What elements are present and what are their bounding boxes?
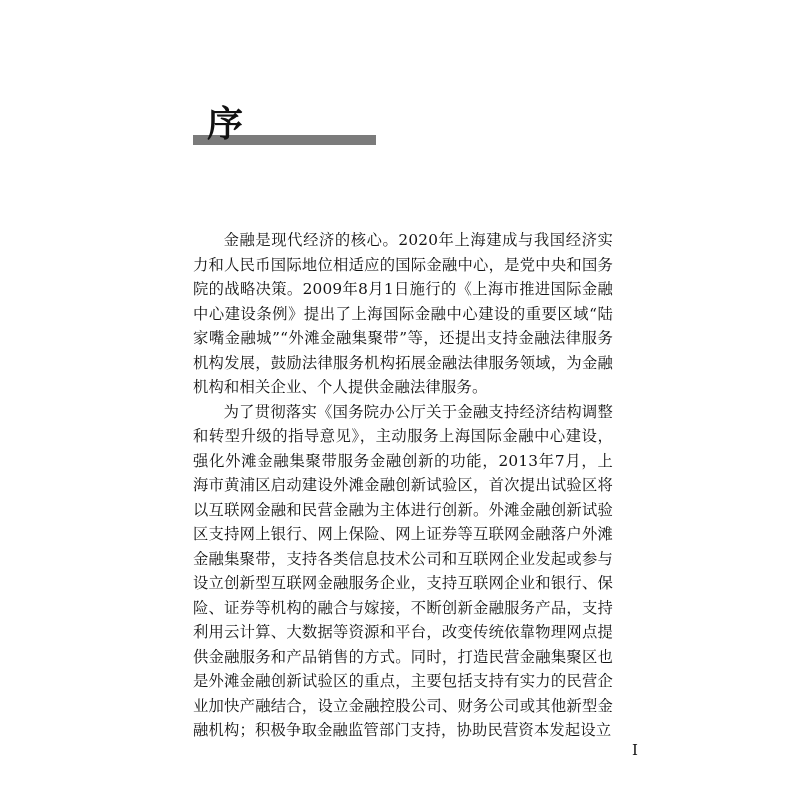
chapter-title: 序	[207, 104, 244, 145]
page-number: I	[632, 741, 638, 759]
paragraph-1: 金融是现代经济的核心。2020年上海建成与我国经济实力和人民币国际地位相适应的国际金融中心，是党中央和国务院的战略决策。2009年8月1日施行的《上海市推进国际金融中心建设条例》提出了上海国际金融中心建设的重要区域“陆家嘴金融城”“外滩金融集聚带”等，还提出支持金融法律服务机构发展，鼓励法律服务机构拓展金融法律服务领域，为金融机构和相关企业、个人提供金融法律服务。	[193, 231, 613, 396]
chapter-heading	[193, 104, 376, 148]
body-text	[193, 228, 613, 743]
paragraph-2: 为了贯彻落实《国务院办公厅关于金融支持经济结构调整和转型升级的指导意见》，主动服务上海国际金融中心建设，强化外滩金融集聚带服务金融创新的功能，2013年7月，上海市黄浦区启动建设外滩金融创新试验区，首次提出试验区将以互联网金融和民营金融为主体进行创新。外滩金融创新试验区支持网上银行、网上保险、网上证券等互联网金融落户外滩金融集聚带，支持各类信息技术公司和互联网企业发起或参与设立创新型互联网金融服务企业，支持互联网企业和银行、保险、证券等机构的融合与嫁接，不断创新金融服务产品，支持利用云计算、大数据等资源和平台，改变传统依靠物理网点提供金融服务和产品销售的方式。同时，打造民营金融集聚区也是外滩金融创新试验区的重点，主要包括支持有实力的民营企业加快产融结合，设立金融控股公司、财务公司或其他新型金融机构；积极争取金融监管部门支持，协助民营资本发起设立	[193, 402, 613, 739]
